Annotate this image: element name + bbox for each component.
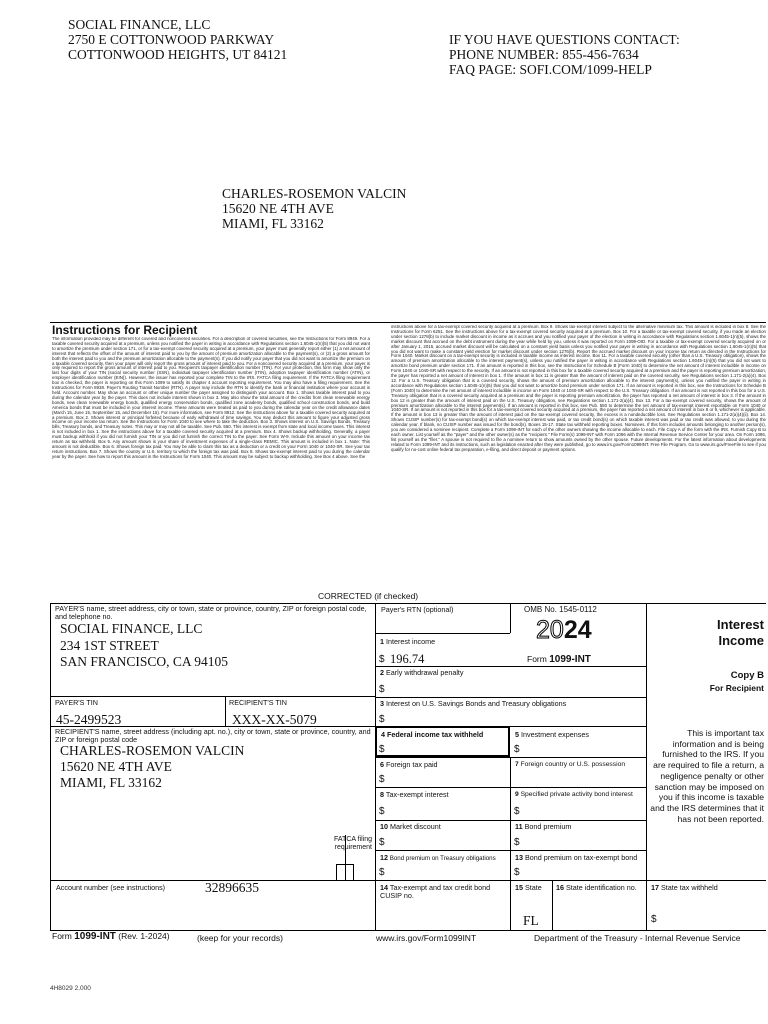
recipient-tin: XXX-XX-5079 <box>232 712 317 727</box>
recipient-address2: MIAMI, FL 33162 <box>60 775 162 790</box>
recipient-address1: 15620 NE 4TH AVE <box>60 759 172 774</box>
tax-year-prefix: 20 <box>536 616 564 644</box>
box8-dollar: $ <box>379 806 385 817</box>
box7-label-text: Foreign country or U.S. possession <box>520 761 626 768</box>
tax-year-suffix: 24 <box>563 616 592 644</box>
box12-dollar: $ <box>379 867 385 878</box>
account-label: Account number (see instructions) <box>56 883 166 892</box>
contact-block <box>449 32 680 77</box>
form-title <box>652 617 764 649</box>
box13-label-text: Bond premium on tax-exempt bond <box>525 853 638 862</box>
box10-label-text: Market discount <box>390 822 441 831</box>
box4-label: 4 Federal income tax withheld <box>381 730 484 739</box>
box4-dollar: $ <box>379 744 385 755</box>
box8-label-text: Tax-exempt interest <box>385 790 449 799</box>
tax-year <box>536 616 592 645</box>
payer-address1: 234 1ST STREET <box>60 638 159 653</box>
footer-dept: Department of the Treasury - Internal Revenue Service <box>534 933 741 943</box>
footer-url: www.irs.gov/Form1099INT <box>376 933 477 943</box>
box9-label-text: Specified private activity bond interest <box>520 791 633 798</box>
footer-form <box>52 931 170 942</box>
box1-label: 1 Interest income <box>380 637 436 646</box>
box3-label: 3 Interest on U.S. Savings Bonds and Treasury obligations <box>380 699 567 708</box>
box15-label-text: State <box>525 883 542 892</box>
form-title-line1: Interest <box>717 617 764 632</box>
contact-phone: PHONE NUMBER: 855-456-7634 <box>449 47 639 62</box>
footer-keep: (keep for your records) <box>197 933 283 943</box>
box17-label-text: State tax withheld <box>661 883 718 892</box>
mailing-name: CHARLES-ROSEMON VALCIN <box>222 186 407 201</box>
box10-label: 10 Market discount <box>380 822 441 831</box>
instructions-title: Instructions for Recipient <box>52 323 198 337</box>
footer-form-word: Form <box>52 931 72 941</box>
omb-number: OMB No. 1545-0112 <box>524 605 597 614</box>
payer-name: SOCIAL FINANCE, LLC <box>60 621 203 636</box>
form-id <box>527 654 591 665</box>
instructions-right-column: instructions above for a tax-exempt covered security acquired at a premium. Box 9. Shows tax-exempt interest subject to the alternative minimum tax. This amount is included in box 8. See the Instructions for Form 6251. See the instructions above for a tax-exempt covered security acquired at a premium. Box 10. For a taxable or tax-exempt covered security, if you made an election under section 1278(b) to include market discount in income as it accrues and you notified your payer of the election in writing in accordance with Regulations section 1.6045-1(n)(5), shows the market discount that accrued on the debt instrument during the year while held by you, unless it was reported on Form 1099-OID. For a taxable or tax-exempt covered security acquired on or after January 1, 2015, accrued market discount will be calculated on a constant yield basis unless you notified your payer in writing in accordance with Regulations section 1.6045-1(n)(5) that you did not want to make a constant yield election for market discount under section 1276(b). Report the accrued market discount on your income tax return as directed in the Instructions for Form 1040. Market discount on a tax-exempt security is included in taxable income as interest income. Box 11. For a taxable covered security (other than a U.S. Treasury obligation), shows the amount of premium amortization allocable to the interest payment(s), unless you notified the payer in writing in accordance with Regulations section 1.6045-1(n)(5) that you did not want to amortize bond premium under section 171. If an amount is reported in this box, see the Instructions for Schedule B (Form 1040) to determine the net amount of interest includible in income on Form 1040 or 1040-SR with respect to the security. If an amount is not reported in this box for a taxable covered security acquired at a premium and the payer is reporting premium amortization, the payer has reported a net amount of interest in box 1. If the amount in box 11 is greater than the amount of interest paid on the covered security, see Regulations section 1.171-2(a)(4). Box 12. For a U.S. Treasury obligation that is a covered security, shows the amount of premium amortization allocable to the interest payment(s), unless you notified the payer in writing in accordance with Regulations section 1.6045-1(n)(5) that you did not want to amortize bond premium under section 171. If an amount is reported in this box, see the Instructions for Schedule B (Form 1040) to determine the net amount of interest includible in income on Form 1040 or 1040-SR with respect to the U.S. Treasury obligation. If an amount is not reported in this box for a U.S. Treasury obligation that is a covered security acquired at a premium and the payer is reporting premium amortization, the payer has reported a net amount of interest in box 3. If the amount in box 12 is greater than the amount of interest paid on the U.S. Treasury obligation, see Regulations section 1.171-2(a)(4). Box 13. For a tax-exempt covered security, shows the amount of premium amortization allocable to the interest payment(s). If an amount is reported in this box, see Pub. 550 to determine the net amount of tax-exempt interest reportable on Form 1040 or 1040-SR. If an amount is not reported in this box for a tax-exempt covered security acquired at a premium, the payer has reported a net amount of interest in box 8 or 9, whichever is applicable. If the amount in box 13 is greater than the amount of interest paid on the tax-exempt covered security, the excess is a nondeductible loss. See Regulations section 1.171-2(a)(4)(ii). Box 14. Shows CUSIP number(s) for tax-exempt bond(s) on which tax-exempt interest was paid, or tax credit bond(s) on which taxable interest was paid or tax credit was allowed, to you during the calendar year. If blank, no CUSIP number was issued for the bond(s). Boxes 15-17. State tax withheld reporting boxes. Nominees. If this form includes amounts belonging to another person(s), you are considered a nominee recipient. Complete a Form 1099-INT for each of the other owners showing the income allocable to each. File Copy A of the form with the IRS. Furnish Copy B to each owner. List yourself as the "payer" and the other owner(s) as the "recipient." File Form(s) 1099-INT with Form 1096 with the Internal Revenue Service Center for your area. On Form 1096, list yourself as the "filer." A spouse is not required to file a nominee return to show amounts owned by the other spouse. Future developments. For the latest information about developments related to Form 1099-INT and its instructions, such as legislation enacted after they were published, go to www.irs.gov/Form1099INT. Free File Program. Go to www.irs.gov/FreeFile to see if you qualify for no-cost online federal tax preparation, e-filing, and direct deposit or payment options. <box>391 325 766 452</box>
box14-label-text: Tax-exempt and tax credit bond CUSIP no. <box>380 883 491 900</box>
box17-dollar: $ <box>651 914 657 925</box>
box4-label-text: Federal income tax withheld <box>387 730 484 739</box>
box10-dollar: $ <box>379 837 385 848</box>
box1-label-text: Interest income <box>386 637 436 646</box>
box2-dollar: $ <box>379 684 385 695</box>
mailing-address2: MIAMI, FL 33162 <box>222 216 324 231</box>
box16-label-text: State identification no. <box>566 883 637 892</box>
for-recipient: For Recipient <box>709 683 764 693</box>
box14-label: 14 Tax-exempt and tax credit bond CUSIP no. <box>380 883 491 900</box>
box17-label: 17 State tax withheld <box>651 883 718 892</box>
box8-label: 8 Tax-exempt interest <box>380 790 449 799</box>
recipient-name: CHARLES-ROSEMON VALCIN <box>60 743 245 758</box>
fatca-checkbox[interactable] <box>336 864 354 881</box>
recipient-tin-label: RECIPIENT'S TIN <box>229 698 287 707</box>
box13-dollar: $ <box>514 867 520 878</box>
contact-line1: IF YOU HAVE QUESTIONS CONTACT: <box>449 32 680 47</box>
box6-label: 6 Foreign tax paid <box>380 760 438 769</box>
box5-label-text: Investment expenses <box>521 730 589 739</box>
recipient-block-label: RECIPIENT'S name, street address (including apt. no.), city or town, state or province, country, and ZIP or foreign postal code <box>55 727 371 744</box>
fatca-label: FATCA filing requirement <box>334 836 372 851</box>
box9-label: 9 Specified private activity bond interest <box>515 791 633 798</box>
box15-label: 15 State <box>515 883 542 892</box>
instructions-left-column: The information provided may be different for covered and noncovered securities. For a description of covered securities, see the Instructions for Form 8949. For a taxable covered security acquired at a premium, unless you notified the payer in writing in accordance with Regulations section 1.6045-1(n)(5) that you did not want to amortize the premium under section 171, or for a tax-exempt covered security acquired at a premium, your payer must generally report either (1) a net amount of interest that reflects the offset of the amount of interest paid to you by the amount of premium amortization allocable to the payment(s), or (2) a gross amount for both the interest paid to you and the premium amortization allocable to the payment(s). If you did notify your payer that you did not want to amortize the premium on a taxable covered security, then your payer will only report the gross amount of interest paid to you. For a noncovered security acquired at a premium, your payer is only required to report the gross amount of interest paid to you. Recipient's taxpayer identification number (TIN). For your protection, this form may show only the last four digits of your TIN (social security number (SSN), individual taxpayer identification number (ITIN), adoption taxpayer identification number (ATIN), or employer identification number (EIN)). However, the issuer has reported your complete TIN to the IRS. FATCA filing requirement. If the FATCA filing requirement box is checked, the payer is reporting on this Form 1099 to satisfy its chapter 4 account reporting requirement. You may also have a filing requirement. See the Instructions for Form 8938. Payer's Routing Transit Number (RTN). A payer may include the RTN to identify the bank or financial institution where your account is held. Account number. May show an account or other unique number the payer assigned to distinguish your account. Box 1. Shows taxable interest paid to you during the calendar year by the payer. This does not include interest shown in box 3. May also show the total amount of the credits from clean renewable energy bonds, new clean renewable energy bonds, qualified energy conservation bonds, qualified zone academy bonds, qualified school construction bonds, and build America bonds that must be included in your interest income. These amounts were treated as paid to you during the calendar year on the credit allowance dates (March 15, June 15, September 15, and December 15). For more information, see Form 8912. See the instructions above for a taxable covered security acquired at a premium. Box 2. Shows interest or principal forfeited because of early withdrawal of time savings. You may deduct this amount to figure your adjusted gross income on your income tax return. See the Instructions for Form 1040 to see where to take the deduction. Box 3. Shows interest on U.S. Savings Bonds, Treasury bills, Treasury bonds, and Treasury notes. This may or may not all be taxable. See Pub. 550. This interest is exempt from state and local income taxes. This interest is not included in box 1. See the instructions above for a taxable covered security acquired at a premium. Box 4. Shows backup withholding. Generally, a payer must backup withhold if you did not furnish your TIN or you did not furnish the correct TIN to the payer. See Form W-9. Include this amount on your income tax return as tax withheld. Box 5. Any amount shown is your share of investment expenses of a single-class REMIC. This amount is included in box 1. Note: This amount is not deductible. Box 6. Shows foreign tax paid. You may be able to claim this tax as a deduction or a credit on your Form 1040 or 1040-SR. See your tax return instructions. Box 7. Shows the country or U.S. territory to which the foreign tax was paid. Box 8. Shows tax-exempt interest paid to you during the calendar year by the payer. See how to report this amount in the Instructions for Form 1040. This amount may be subject to backup withholding. See Box 4 above. See the <box>52 337 370 459</box>
box6-dollar: $ <box>379 774 385 785</box>
contact-faq: FAQ PAGE: SOFI.COM/1099-HELP <box>449 62 652 77</box>
box3-label-text: Interest on U.S. Savings Bonds and Treasury obligations <box>386 699 567 708</box>
box11-label-text: Bond premium <box>524 822 572 831</box>
payer-tin: 45-2499523 <box>56 712 122 727</box>
side-note: This is important tax information and is being furnished to the IRS. If you are required to file a return, a negligence penalty or other sanction may be imposed on you if this income is taxable and the IRS determines that it has not been reported. <box>650 728 764 824</box>
box3-dollar: $ <box>379 714 385 725</box>
box7-label: 7 Foreign country or U.S. possession <box>515 761 626 768</box>
box11-dollar: $ <box>514 837 520 848</box>
doc-code: 4H8029 2.000 <box>50 985 91 992</box>
form-name: 1099-INT <box>549 654 591 665</box>
box15-value: FL <box>523 913 539 928</box>
corrected-label: CORRECTED (if checked) <box>318 591 419 601</box>
box2-label: 2 Early withdrawal penalty <box>380 668 464 677</box>
box9-dollar: $ <box>514 806 520 817</box>
box6-label-text: Foreign tax paid <box>386 760 438 769</box>
payer-header-name: SOCIAL FINANCE, LLC <box>68 17 211 32</box>
footer-form-name: 1099-INT <box>74 931 116 942</box>
box13-label: 13 Bond premium on tax-exempt bond <box>515 853 638 862</box>
box12-label-text: Bond premium on Treasury obligations <box>389 855 496 862</box>
box11-label: 11 Bond premium <box>515 822 572 831</box>
copy-b: Copy B <box>730 670 764 681</box>
payer-header-address2: COTTONWOOD HEIGHTS, UT 84121 <box>68 47 288 62</box>
payer-block-label: PAYER'S name, street address, city or town, state or province, country, ZIP or foreign postal code, and telephone no. <box>55 604 367 621</box>
payer-header <box>68 17 287 62</box>
rtn-label: Payer's RTN (optional) <box>381 605 454 614</box>
form-title-line2: Income <box>718 633 764 648</box>
account-number: 32896635 <box>205 880 259 895</box>
mailing-address <box>222 186 406 231</box>
box1-dollar: $ <box>379 654 385 665</box>
form-word: Form <box>527 654 547 664</box>
box5-dollar: $ <box>514 744 520 755</box>
box16-label: 16 State identification no. <box>556 883 637 892</box>
box2-label-text: Early withdrawal penalty <box>386 668 464 677</box>
box1-value: 196.74 <box>390 652 425 666</box>
payer-header-address1: 2750 E COTTONWOOD PARKWAY <box>68 32 275 47</box>
copy-b-block <box>652 669 764 695</box>
payer-tin-label: PAYER'S TIN <box>55 698 98 707</box>
payer-address2: SAN FRANCISCO, CA 94105 <box>60 654 229 669</box>
footer-rev: (Rev. 1-2024) <box>118 931 170 941</box>
box5-label: 5 Investment expenses <box>515 730 589 739</box>
mailing-address1: 15620 NE 4TH AVE <box>222 201 334 216</box>
box12-label: 12 Bond premium on Treasury obligations <box>380 853 496 862</box>
